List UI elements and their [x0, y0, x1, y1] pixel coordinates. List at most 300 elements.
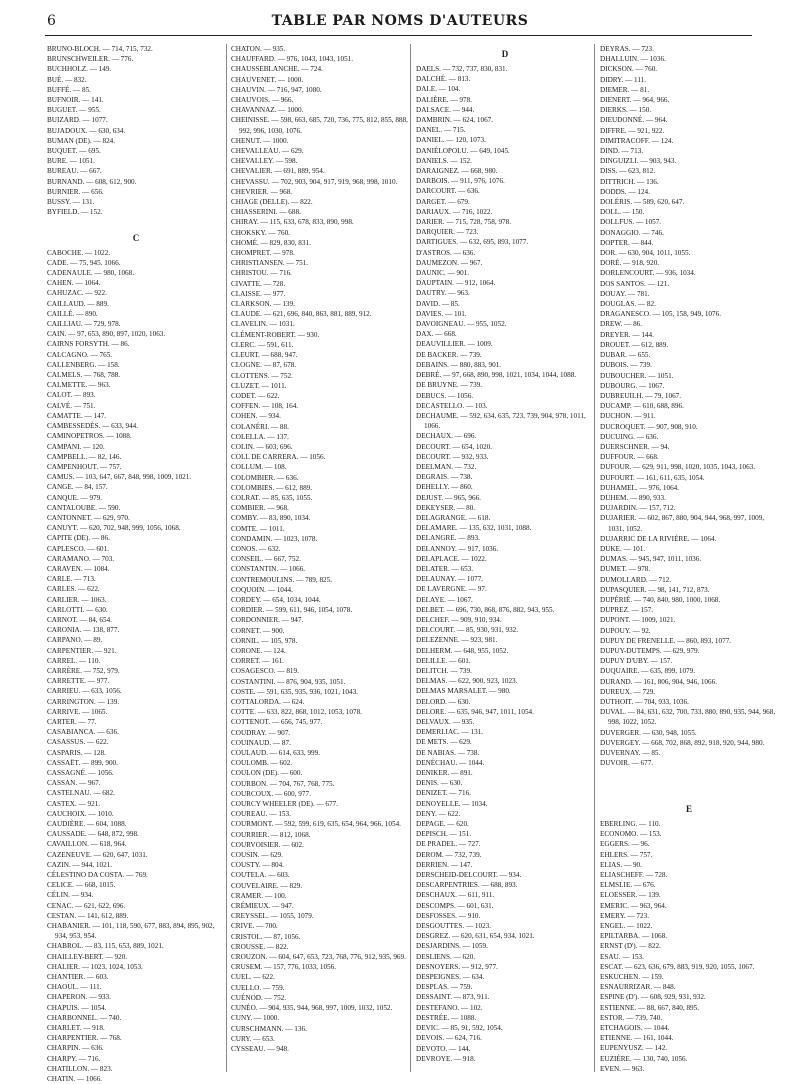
index-entry: CHATIN. — 1066. — [47, 1075, 103, 1084]
index-entry: CARLIER. — 1063. — [47, 595, 107, 604]
index-entry: EVEN. — 963. — [600, 1064, 645, 1073]
index-entry: DEGRAIS. — 738. — [416, 473, 473, 482]
index-entry: DUPOUY. — 92. — [600, 626, 651, 635]
index-entry: CALLENBERG. — 158. — [47, 360, 120, 369]
index-entry: CUELLO. — 759. — [231, 983, 285, 992]
index-entry: CÉLIN. — 934. — [47, 891, 94, 900]
index-entry: DELHERM. — 648, 955, 1052. — [416, 646, 509, 655]
index-entry: CIVATTE. — 728. — [231, 279, 286, 288]
index-entry: BUQUET. — 695. — [47, 147, 101, 156]
index-entry: CHIRAY. — 115, 633, 678, 833, 890, 998. — [231, 218, 354, 227]
index-entry: EUPENYUSZ. — 142. — [600, 1044, 668, 1053]
index-entry: CORDEY. — 654, 1034, 1044. — [231, 595, 321, 604]
index-entry: DICKSON. — 760. — [600, 65, 658, 74]
index-entry: CRAMER. — 100. — [231, 891, 287, 900]
index-entry: CESTAN. — 141, 612, 889. — [47, 911, 129, 920]
index-entry: ESTOR. — 739, 740. — [600, 1013, 663, 1022]
index-entry: CANTONNET. — 629, 970. — [47, 513, 130, 522]
index-entry: CARLOTTI. — 630. — [47, 605, 108, 614]
index-entry: CHAUFFARD. — 976, 1043, 1043, 1051. — [231, 55, 354, 64]
index-column-4 — [600, 44, 778, 1074]
index-entry: DONAGGIO. — 746. — [600, 228, 664, 237]
index-entry: CHEVRIER. — 968. — [231, 187, 293, 196]
index-entry: DEVROYE. — 918. — [416, 1054, 476, 1063]
index-entry: COMBY. — 83, 890, 1034. — [231, 514, 311, 523]
index-entry: CHARLET. — 918. — [47, 1024, 105, 1033]
index-entry: CAILLÉ. — 890. — [47, 309, 98, 318]
index-entry: DEHELLY. — 860. — [416, 483, 473, 492]
index-entry: CASASSUS. — 622. — [47, 738, 109, 747]
index-entry: CAVAILLON. — 618, 964. — [47, 840, 127, 849]
index-entry: CHALIER. — 1023, 1024, 1053. — [47, 962, 143, 971]
index-entry: DIEMER. — 81. — [600, 85, 650, 94]
index-entry: CRUSEM. — 157, 776, 1033, 1056. — [231, 963, 337, 972]
index-entry: CAMATTE. — 147. — [47, 411, 107, 420]
index-entry: ERNST (D'). — 822. — [600, 942, 661, 951]
index-entry: CELICE. — 668, 1015. — [47, 881, 116, 890]
index-entry: DELEZENNE. — 923, 981. — [416, 636, 498, 645]
index-entry: DUREUX. — 729. — [600, 687, 656, 696]
index-entry: ELMSLIE. — 676. — [600, 881, 656, 890]
index-entry: CHAPUIS. — 1054. — [47, 1003, 107, 1012]
index-entry: COLOMBIES. — 612, 889. — [231, 483, 313, 492]
index-entry: DAUMEZON. — 967. — [416, 258, 483, 267]
index-entry: DARQUIER. — 723. — [416, 228, 479, 237]
index-entry: DEBAINS. — 880, 883, 901. — [416, 360, 502, 369]
index-entry: BUSSY. — 131. — [47, 198, 95, 207]
index-entry: DERSCHEID-DELCOURT. — 934. — [416, 871, 522, 880]
index-entry: DELANNOY. — 917, 1036. — [416, 544, 499, 553]
index-entry: DEMERLIAC. — 131. — [416, 728, 484, 737]
index-entry: CAZIN. — 944, 1021. — [47, 860, 113, 869]
column-separator — [594, 44, 595, 1072]
index-entry: CHEVALLEAU. — 629. — [231, 147, 304, 156]
index-entry: CORDONNIER. — 947. — [231, 616, 304, 625]
index-entry: DELMAS. — 622, 900, 923, 1023. — [416, 677, 518, 686]
index-entry: DUBAR. — 655. — [600, 351, 651, 360]
index-entry: DEVOIS. — 624, 716. — [416, 1034, 482, 1043]
index-entry: DANIELS. — 152. — [416, 156, 472, 165]
index-entry: CLAISSE. — 977. — [231, 289, 286, 298]
index-entry: ELIASCHEFF. — 728. — [600, 871, 668, 879]
index-entry: CHEVALIER. — 691, 889, 954. — [231, 167, 325, 176]
index-entry: CANTALOUBE. — 590. — [47, 503, 121, 512]
index-entry: CHARPY. — 716. — [47, 1054, 101, 1063]
index-entry: DESCHAUX. — 611, 911. — [416, 891, 495, 900]
index-entry: DUJARDIN. — 157, 712. — [600, 504, 676, 513]
index-entry: CREYSSEL. — 1055, 1079. — [231, 912, 314, 921]
index-entry: CLERC. — 591, 611. — [231, 340, 294, 349]
spacer — [47, 217, 225, 227]
index-entry: COUTELA. — 603. — [231, 871, 290, 880]
index-entry: CURY. — 653. — [231, 1034, 275, 1043]
index-entry: CLAVELIN. — 1031. — [231, 320, 295, 329]
index-entry: COURVOISIER. — 602. — [231, 840, 304, 849]
index-entry: CUÉNOD. — 752. — [231, 993, 287, 1002]
index-entry: CARRIEU. — 633, 1056. — [47, 687, 122, 696]
index-entry: DELVAUX. — 935. — [416, 718, 475, 726]
index-entry: DUJARIER. — 602, 867, 880, 904, 944, 968, 997, 1009, 1031, 1052. — [600, 514, 765, 533]
index-entry: COUSIN. — 629. — [231, 851, 283, 860]
index-entry: DUCAMP. — 610, 688, 896. — [600, 402, 684, 411]
index-entry: DIMITRACOFF. — 124. — [600, 136, 674, 145]
index-entry: CAHEN. — 1064. — [47, 279, 101, 288]
index-entry: DAX. — 668. — [416, 330, 457, 339]
index-entry: COLANÉRI. — 88. — [231, 422, 289, 431]
index-entry: DESFOSSES. — 910. — [416, 911, 481, 920]
index-entry: DUPÉRIÉ. — 740, 840, 980, 1000, 1068. — [600, 595, 721, 604]
index-entry: DUBREUILH. — 79, 1067. — [600, 391, 682, 400]
index-entry: CADENAULE. — 980, 1068. — [47, 269, 135, 278]
index-entry: CHOMPRET. — 978. — [231, 249, 295, 258]
index-entry: DUCUING. — 636. — [600, 432, 659, 441]
index-entry: ESKUCHEN. — 159. — [600, 973, 664, 982]
index-entry: BUJADOUX. — 630, 634. — [47, 126, 126, 135]
index-entry: DALCHÉ. — 813. — [416, 75, 471, 84]
index-entry: CASTELNAU. — 682. — [47, 789, 115, 798]
index-entry: DELILLE. — 601. — [416, 656, 471, 665]
index-entry: DELCOURT. — 85, 930, 931, 932. — [416, 626, 519, 635]
index-entry: DELBET. — 696, 730, 868, 876, 882, 943, 955. — [416, 605, 555, 614]
index-entry: DOLÉRIS. — 589, 620, 647. — [600, 198, 685, 207]
index-entry: ETCHAGOIS. — 1044. — [600, 1024, 670, 1033]
index-entry: DENY. — 622. — [416, 809, 461, 818]
index-entry: CLARKSON. — 139. — [231, 300, 295, 309]
index-entry: CUNÉO. — 904, 935, 944, 968, 997, 1009, 1032, 1052. — [231, 1004, 393, 1013]
index-entry: CAMPENHOUT. — 757. — [47, 462, 122, 471]
index-entry: DE NABIAS. — 738. — [416, 748, 480, 757]
index-entry: DUQUAIRE. — 635, 899, 1079. — [600, 667, 696, 676]
index-entry: ETIENNE. — 161, 1044. — [600, 1034, 674, 1043]
index-column-1 — [47, 44, 225, 1084]
index-entry: DUHEM. — 890, 933. — [600, 493, 666, 502]
index-entry: BUÉ. — 832. — [47, 75, 87, 84]
index-entry: DARGET. — 679. — [416, 197, 470, 206]
index-entry: CAMBESSEDÈS. — 633, 944. — [47, 422, 139, 431]
index-entry: DESTEFANO. — 102. — [416, 1003, 483, 1012]
index-entry: COMBIER. — 968. — [231, 504, 289, 513]
index-entry: CYSSEAU. — 948. — [231, 1044, 289, 1053]
index-entry: ESAU. — 153. — [600, 952, 644, 961]
index-entry: COLIN. — 603, 696. — [231, 442, 293, 451]
index-entry: COTTE. — 633, 822, 868, 1012, 1053, 1078. — [231, 708, 362, 717]
index-entry: COMTE. — 1011. — [231, 524, 285, 533]
index-entry: DECOURT. — 654, 1020. — [416, 442, 493, 451]
index-entry: DESLIENS. — 620. — [416, 952, 476, 961]
index-entry: EMERIC. — 963, 964. — [600, 901, 667, 910]
index-entry: CHAVANNAZ. — 1000. — [231, 106, 304, 115]
index-entry: COSTANTINI. — 876, 904, 935, 1051. — [231, 677, 346, 686]
index-entry: DELAPLACE. — 1022. — [416, 554, 487, 563]
index-entry: DELANGRE. — 893. — [416, 534, 480, 543]
index-entry: CENAC. — 621, 622, 696. — [47, 901, 126, 910]
index-entry: CORNET. — 900. — [231, 626, 285, 635]
index-entry: DUKE. — 101. — [600, 544, 646, 553]
index-entry: CHAILLEY-BERT. — 920. — [47, 952, 128, 961]
index-entry: BUREAU. — 667. — [47, 167, 102, 176]
index-entry: BRUNO-BLOCH. — 714, 715, 732. — [47, 45, 153, 53]
index-entry: DUMOLLARD. — 712. — [600, 575, 672, 584]
index-entry: CHOMÉ. — 829, 830, 831. — [231, 238, 311, 247]
index-entry: COULON (DE). — 600. — [231, 769, 303, 778]
index-entry: BRUNSCHWEILER. — 776. — [47, 55, 134, 64]
index-entry: CONSEIL. — 667, 752. — [231, 555, 301, 564]
index-entry: DARAIGNEZ. — 668, 980. — [416, 167, 498, 176]
index-entry: DAUNIC. — 901. — [416, 269, 470, 278]
index-entry: DOLL. — 150. — [600, 208, 645, 217]
index-entry: DECHAUME. — 592, 634, 635, 723, 739, 904, 978, 1011, 1066. — [416, 411, 586, 431]
index-entry: CARLES. — 622. — [47, 585, 100, 594]
index-entry: DEROM. — 732, 739. — [416, 850, 482, 859]
index-entry: ELOESSER. — 139. — [600, 891, 661, 900]
index-entry: CAMPBELL. — 82, 146. — [47, 452, 122, 461]
index-entry: CARAVEN. — 1084. — [47, 564, 110, 573]
index-entry: DOS SANTOS. — 121. — [600, 279, 670, 288]
index-entry: CHARPENTIER. — 768. — [47, 1034, 122, 1043]
spacer — [600, 779, 778, 789]
index-entry: CASSAGNÉ. — 1056. — [47, 769, 114, 777]
index-entry: CHAPERON. — 933. — [47, 993, 111, 1002]
index-entry: COURMONT. — 592, 599, 619, 635, 654, 964, 966, 1054. — [231, 820, 401, 829]
index-entry: CALOT. — 893. — [47, 391, 96, 400]
index-entry: BURNAND. — 608, 612, 900. — [47, 177, 137, 186]
index-entry: CAILLAUD. — 889. — [47, 299, 109, 308]
index-entry: EUZIÈRE. — 130, 740, 1056. — [600, 1054, 688, 1063]
index-entry: CONTREMOULINS. — 789, 825. — [231, 575, 333, 584]
index-entry: ESCAT. — 623, 636, 679, 883, 919, 920, 1055, 1067. — [600, 962, 755, 971]
index-entry: COTTENOT. — 656, 745, 977. — [231, 718, 323, 727]
index-entry: CRÉMIEUX. — 947. — [231, 902, 294, 911]
spacer — [600, 768, 778, 778]
index-entry: DEBUCS. — 1056. — [416, 391, 474, 400]
index-entry: CAZENEUVE. — 620, 647, 1031. — [47, 850, 148, 859]
index-entry: DAUTRY. — 963. — [416, 289, 470, 298]
index-entry: DREYER. — 144. — [600, 330, 654, 339]
index-entry: CHAUVOIS. — 966. — [231, 96, 294, 105]
index-entry: CHAUVIN. — 716, 947, 1080. — [231, 85, 322, 94]
index-entry: DEVOTO. — 144. — [416, 1044, 471, 1053]
index-entry: EPILTARBA. — 1068. — [600, 932, 668, 941]
index-entry: CHARBONNEL. — 740. — [47, 1013, 122, 1022]
index-entry: DECASTELLO. — 103. — [416, 401, 488, 410]
index-entry: BUFFÉ. — 85. — [47, 85, 91, 94]
index-entry: COUINAUD. — 87. — [231, 738, 291, 747]
index-entry: DARBOIS. — 911, 976, 1076. — [416, 177, 505, 186]
index-entry: DANIÉLOPOLU. — 649, 1045. — [416, 146, 510, 155]
index-entry: CLEURT. — 688, 947. — [231, 351, 298, 360]
index-entry: DALIÈRE. — 978. — [416, 95, 472, 104]
index-entry: DUVERNAY. — 85. — [600, 749, 661, 758]
index-entry: DESNOYERS. — 912, 977. — [416, 962, 498, 971]
index-entry: CHAUVENET. — 1000. — [231, 75, 304, 84]
index-entry: DELORE. — 635, 946, 947, 1011, 1054. — [416, 707, 534, 716]
index-entry: DE METS. — 629. — [416, 738, 472, 747]
index-entry: COLOMBIER. — 636. — [231, 473, 299, 482]
index-entry: CARRINGTON. — 139. — [47, 697, 120, 706]
index-entry: DAELS. — 732, 737, 830, 831. — [416, 65, 508, 73]
index-entry: DESJARDINS. — 1059. — [416, 942, 488, 951]
index-entry: CHATILLON. — 823. — [47, 1064, 113, 1073]
index-entry: CANQUE. — 979. — [47, 493, 103, 502]
index-entry: CUEL. — 622. — [231, 973, 275, 982]
index-entry: DHALLUIN. — 1036. — [600, 55, 666, 64]
index-entry: DUPASQUIER. — 98, 141, 712, 873. — [600, 585, 710, 594]
index-entry: DREW. — 86. — [600, 320, 643, 329]
index-entry: DESCARPENTRIES. — 688, 893. — [416, 881, 518, 890]
index-entry: CAMUS. — 103, 647, 667, 848, 998, 1009, 1021. — [47, 473, 192, 482]
index-entry: CALMELS. — 768, 788. — [47, 371, 121, 380]
index-entry: CARONIA. — 138, 877. — [47, 626, 120, 635]
index-entry: CAMPANI. — 120. — [47, 442, 105, 451]
index-entry: DESGREZ. — 620, 631, 654, 934, 1021. — [416, 932, 535, 941]
index-entry: DORLENCOURT. — 936, 1034. — [600, 269, 696, 278]
index-entry: CAMINOPETROS. — 1088. — [47, 432, 132, 441]
page-number: 6 — [47, 13, 56, 29]
index-entry: DENIS. — 630. — [416, 779, 463, 788]
index-entry: CROUZON. — 604, 647, 653, 723, 768, 776, 912, 935, 969. — [231, 953, 406, 962]
index-entry: BUFNOIR. — 141. — [47, 96, 104, 105]
index-entry: COULOMB. — 602. — [231, 759, 293, 768]
index-entry: DUVOIR. — 677. — [600, 759, 654, 768]
index-entry: CHENUT. — 1000. — [231, 136, 289, 145]
index-entry: COUVELAIRE. — 829. — [231, 881, 303, 890]
index-entry: CAPITE (DE). — 86. — [47, 534, 110, 543]
index-entry: DOLLFUS. — 1057. — [600, 218, 662, 227]
index-entry: COULAUD. — 614, 633, 999. — [231, 749, 321, 758]
section-letter: C — [132, 232, 140, 243]
index-entry: DIERKS. — 150. — [600, 106, 652, 115]
index-entry: DALE. — 104. — [416, 85, 461, 94]
index-entry: BUCHHOLZ. — 149. — [47, 65, 112, 74]
page-title: TABLE PAR NOMS D'AUTEURS — [271, 13, 529, 29]
index-entry: DURAND. — 161, 806, 904, 946, 1066. — [600, 677, 717, 686]
index-entry: COUSTY. — 804. — [231, 861, 284, 870]
index-entry: CAILLIAU. — 729, 978. — [47, 320, 121, 329]
index-entry: CARREL. — 110. — [47, 656, 101, 665]
index-entry: CONOS. — 632. — [231, 544, 281, 553]
index-entry: CLOTTENS. — 752. — [231, 371, 293, 380]
index-entry: CHRISTIANSEN. — 751. — [231, 259, 309, 268]
index-entry: CHAOUL. — 111. — [47, 983, 102, 992]
index-entry: DUVERGEY. — 668, 702, 868, 892, 918, 920, 944, 980. — [600, 738, 765, 747]
index-entry: DARIER. — 715, 728, 758, 978. — [416, 218, 512, 227]
index-entry: DELCHEF. — 909, 910, 934. — [416, 615, 502, 624]
index-entry: BUIZARD. — 1077. — [47, 116, 108, 125]
index-entry: DEJUST. — 965, 966. — [416, 493, 481, 502]
index-entry: CHOKSKY. — 760. — [231, 228, 290, 237]
index-entry: DE PRADEL. — 727. — [416, 840, 481, 849]
index-entry: CHARPIN. — 636. — [47, 1044, 104, 1053]
index-entry: CAUSSADE. — 648, 872, 998. — [47, 830, 139, 839]
index-entry: CONSTANTIN. — 1066. — [231, 565, 306, 574]
index-entry: DITTRICH. — 136. — [600, 177, 659, 186]
index-entry: CAUDIÈRE. — 604, 1088. — [47, 820, 127, 829]
index-entry: COQUOIN. — 1044. — [231, 585, 293, 594]
index-entry: DENOYELLE. — 1034. — [416, 799, 488, 808]
index-entry: CADE. — 75, 945. 1066. — [47, 258, 121, 267]
index-entry: CASSAËT. — 899, 900. — [47, 758, 118, 767]
index-entry: COUREAU. — 153. — [231, 810, 291, 819]
index-entry: COLELLA. — 137. — [231, 432, 289, 441]
index-entry: CARAMANO. — 703. — [47, 554, 115, 563]
index-entry: DUHAMEL. — 976, 1064. — [600, 483, 680, 492]
index-entry: EMERY. — 723. — [600, 911, 649, 920]
index-entry: CAIN. — 97, 653, 890, 897, 1020, 1063. — [47, 330, 166, 339]
index-entry: CARPENTIER. — 921. — [47, 646, 117, 655]
index-entry: ELIAS. — 90. — [600, 860, 642, 869]
index-entry: DERRIEN. — 147. — [416, 860, 473, 869]
index-entry: DUJARRIC DE LA RIVIÈRE. — 1064. — [600, 534, 717, 543]
index-entry: DUCROQUET. — 907, 908, 910. — [600, 422, 698, 431]
index-entry: DOR. — 630, 904, 1011, 1055. — [600, 249, 691, 258]
index-entry: CUNY. — 1000. — [231, 1014, 280, 1023]
index-entry: CASABIANCA. — 636. — [47, 728, 119, 737]
index-entry: CORDIER. — 599, 611, 946, 1054, 1078. — [231, 606, 353, 615]
index-entry: DUPUY-DUTEMPS. — 629, 979. — [600, 646, 700, 655]
index-entry: COURCOUX. — 600, 977. — [231, 789, 311, 798]
index-entry: D'ASTROS. — 636. — [416, 248, 476, 257]
index-entry: CHATON. — 935. — [231, 45, 286, 53]
index-entry: DUERSCHNER. — 94. — [600, 442, 670, 451]
column-separator — [226, 44, 227, 1072]
index-entry: DEKEYSER. — 80. — [416, 503, 476, 512]
index-entry: CALVÉ. — 751. — [47, 401, 96, 410]
index-entry: DANIEL. — 120, 1073. — [416, 136, 486, 145]
index-entry: DOUGLAS. — 82. — [600, 300, 656, 309]
index-entry: DUFOUR. — 629, 911, 998, 1020, 1035, 1043, 1063. — [600, 463, 756, 472]
index-entry: DAUPTAIN. — 912, 1064. — [416, 279, 496, 288]
index-column-2 — [231, 44, 409, 1054]
index-entry: BUGUET. — 955. — [47, 106, 101, 115]
index-entry: BYFIELD. — 152. — [47, 208, 103, 217]
index-entry: COTTALORDA. — 624. — [231, 698, 305, 706]
index-entry: CHEVALLEY. — 598. — [231, 157, 298, 166]
index-entry: CODET. — 622. — [231, 391, 280, 400]
index-entry: DEPISCH. — 151. — [416, 830, 472, 839]
index-entry: CLUZET. — 1011. — [231, 381, 287, 390]
index-entry: DESGOUTTES. — 1023. — [416, 922, 492, 931]
index-entry: CHIASSERINI. — 688. — [231, 208, 301, 217]
index-entry: DEPAGE. — 620. — [416, 820, 469, 829]
index-entry: ECONOMO. — 153. — [600, 830, 662, 839]
index-entry: CARLE. — 713. — [47, 575, 96, 584]
index-entry: CAIRNS FORSYTH. — 86. — [47, 340, 130, 349]
index-entry: CALCAGNO. — 765. — [47, 350, 113, 359]
index-entry: COFFEN. — 108, 164. — [231, 402, 299, 411]
index-entry: DESSAINT. — 873, 911. — [416, 993, 490, 1002]
index-entry: DEVIC. — 85, 91, 592, 1054. — [416, 1024, 503, 1033]
index-entry: DESTRÉE. — 1088. — [416, 1013, 477, 1022]
index-entry: COHEN. — 934. — [231, 412, 281, 421]
index-entry: CROUSSE. — 822. — [231, 942, 289, 951]
index-entry: DENIZET. — 716. — [416, 789, 471, 798]
index-entry: DISS. — 623, 812. — [600, 167, 656, 176]
index-entry: CLÉMENT-ROBERT. — 930. — [231, 330, 320, 339]
index-entry: DORÉ. — 918, 920. — [600, 259, 660, 268]
section-letter: D — [501, 49, 509, 59]
index-entry: DUBOUCHER. — 1051. — [600, 371, 674, 380]
index-entry: CHIAGE (DELLE). — 822. — [231, 198, 313, 207]
index-entry: DANEL. — 715. — [416, 126, 466, 135]
index-entry: DUFFOUR. — 668. — [600, 453, 659, 462]
index-entry: DAVOIGNEAU. — 955, 1052. — [416, 320, 507, 329]
index-entry: CASSAN. — 967. — [47, 779, 101, 788]
index-entry: DELATER. — 653. — [416, 564, 474, 573]
index-entry: CRISTOL. — 87, 1056. — [231, 932, 301, 941]
index-entry: CAUCHOIX. — 1010. — [47, 809, 114, 818]
index-entry: DESPLAS. — 759. — [416, 983, 473, 992]
index-entry: DIDRY. — 111. — [600, 75, 647, 84]
